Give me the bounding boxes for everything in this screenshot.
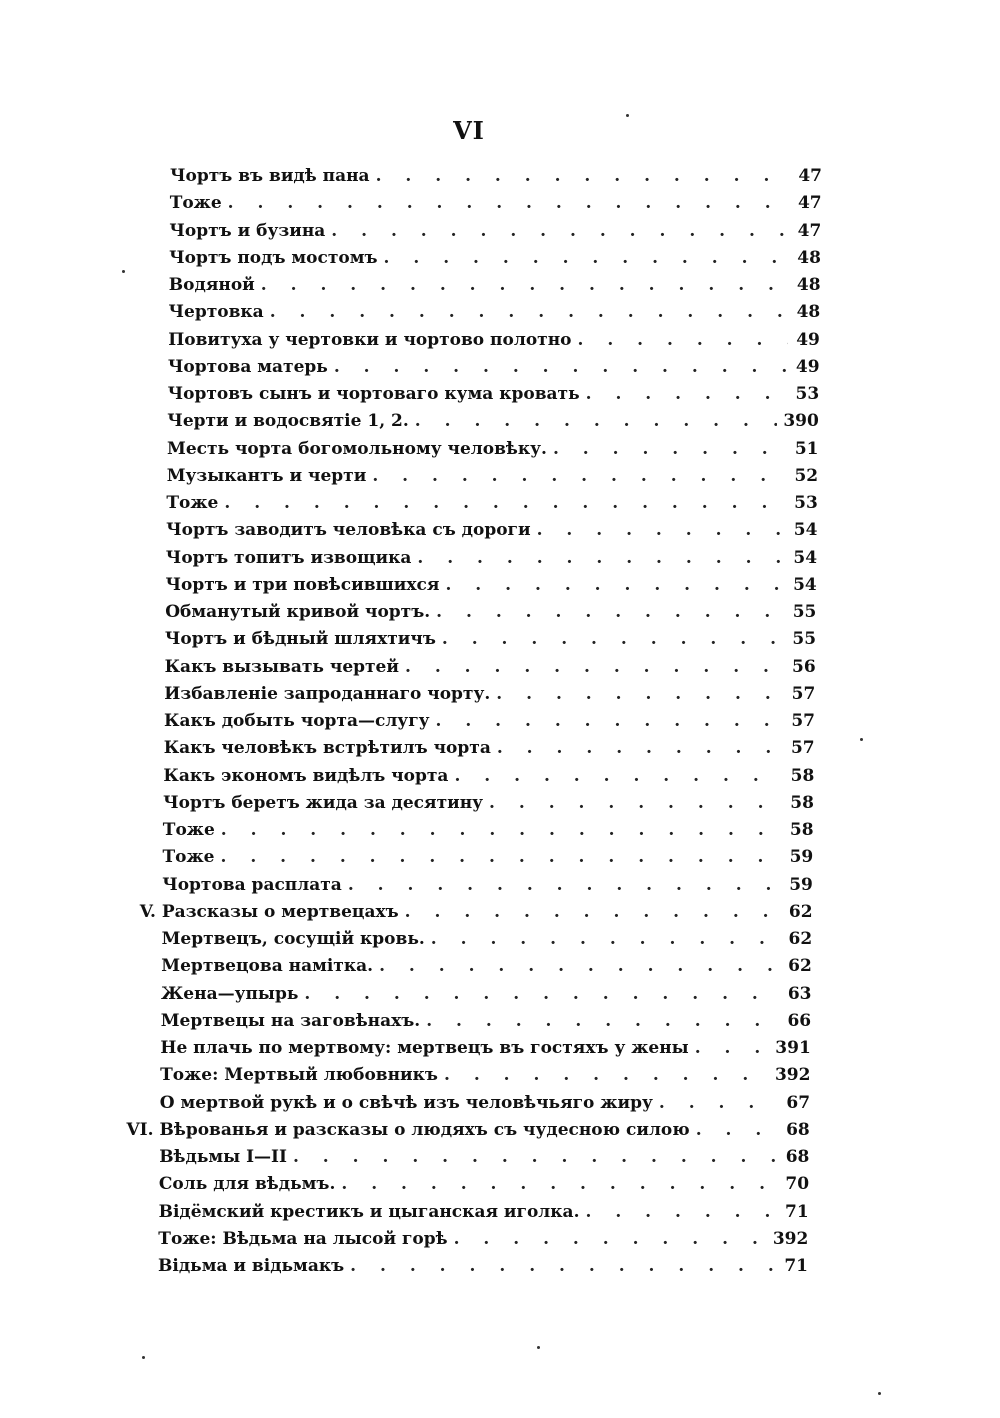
entry-page-number: 49: [796, 329, 820, 350]
toc-entry: [164, 684, 815, 711]
entry-page-number: 71: [785, 1201, 809, 1222]
entry-page-number: 48: [796, 302, 821, 323]
toc-entry: [168, 357, 820, 384]
entry-page-number: 56: [792, 656, 816, 677]
entry-title: Чортова расплата: [162, 874, 342, 895]
dot-leader: [379, 956, 780, 976]
entry-page-number: 62: [788, 929, 813, 949]
print-speck: [537, 1346, 540, 1349]
entry-title: Вѣдьмы I—II: [159, 1147, 287, 1167]
entry-title: Чортъ въ видѣ пана: [170, 166, 370, 186]
dot-leader: [331, 221, 789, 241]
dot-leader: [445, 575, 784, 595]
entry-page-number: 47: [797, 193, 822, 214]
entry-title: Тоже: Мертвый любовникъ: [160, 1065, 438, 1086]
entry-title: Чортъ заводитъ человѣка съ дороги: [166, 520, 531, 541]
entry-title: Избавленіе запроданнаго чорту.: [164, 683, 491, 704]
print-speck: [122, 270, 125, 273]
print-speck: [860, 738, 863, 741]
toc-entry: [167, 466, 818, 493]
toc-entry: [160, 1038, 810, 1065]
toc-entry: [166, 548, 817, 575]
toc-entry: [162, 875, 813, 902]
toc-entry: [168, 384, 820, 411]
toc-entry: [168, 330, 820, 357]
dot-leader: [341, 1174, 777, 1194]
toc-entry: [159, 1147, 809, 1174]
entry-page-number: 53: [795, 384, 820, 404]
entry-title: Чортъ и бѣдный шляхтичъ: [164, 629, 436, 650]
entry-page-number: 71: [784, 1256, 808, 1276]
entry-page-number: 58: [789, 820, 814, 840]
entry-page-number: 391: [775, 1038, 811, 1058]
dot-leader: [270, 302, 789, 322]
entry-title: Мертвецы на заговѣнахъ.: [160, 1010, 421, 1031]
toc-entry: [165, 629, 816, 656]
toc-entry: [163, 793, 814, 820]
toc-entry: [163, 766, 814, 793]
toc-entry: [164, 711, 815, 738]
print-speck: [878, 1392, 881, 1395]
dot-leader: [553, 439, 787, 459]
entry-title: Тоже: [162, 847, 215, 868]
toc-entry: [158, 1229, 808, 1256]
toc-entry: [161, 1011, 811, 1038]
entry-page-number: 66: [787, 1010, 812, 1031]
toc-entry: [159, 1174, 809, 1201]
dot-leader: [586, 1202, 777, 1222]
entry-page-number: 392: [772, 1228, 809, 1249]
dot-leader: [304, 984, 779, 1004]
dot-leader: [496, 684, 783, 704]
entry-page-number: 57: [791, 711, 815, 731]
toc-entry: [169, 248, 821, 275]
entry-title: Вѣрованья и разсказы о людяхъ съ чудесною силою: [159, 1119, 690, 1140]
dot-leader: [489, 793, 782, 813]
entry-title: Музыкантъ и черти: [166, 465, 367, 486]
entry-page-number: 49: [795, 356, 820, 377]
entry-page-number: 55: [792, 629, 817, 650]
entry-page-number: 52: [794, 465, 819, 486]
entry-title: Чортъ и три повѣсившихся: [165, 574, 440, 595]
entry-page-number: 54: [793, 547, 818, 568]
toc-entry: [160, 1065, 810, 1092]
dot-leader: [436, 711, 784, 731]
toc-entry: [170, 193, 822, 220]
entry-title: Мертвецъ, сосущій кровь.: [161, 929, 425, 949]
toc-entry: [166, 520, 817, 547]
entry-title: Обманутый кривой чортъ.: [165, 602, 431, 622]
dot-leader: [436, 602, 784, 622]
toc-entry: [165, 657, 816, 684]
dot-leader: [442, 629, 784, 649]
entry-page-number: 68: [786, 1119, 810, 1140]
toc-entry: [164, 738, 815, 765]
entry-title: Відьма и відьмакъ: [158, 1256, 345, 1276]
entry-title: Жена—упырь: [161, 983, 299, 1004]
toc-entry: [159, 1202, 809, 1229]
entry-page-number: 63: [787, 983, 812, 1004]
dot-leader: [431, 929, 780, 949]
toc-entry: [169, 275, 821, 302]
entry-title: Какъ добыть чорта—слугу: [164, 711, 430, 731]
entry-title: Водяной: [168, 275, 255, 295]
entry-page-number: 62: [788, 901, 813, 922]
entry-page-number: 53: [794, 493, 818, 513]
entry-title: Черти и водосвятіе 1, 2.: [167, 411, 409, 432]
entry-title: Чортъ и бузина: [169, 220, 326, 241]
dot-leader: [293, 1147, 777, 1167]
entry-title: Какъ вызывать чертей: [164, 656, 399, 677]
toc-entry: [163, 847, 814, 874]
toc-entry: [165, 602, 816, 629]
entry-page-number: 58: [790, 765, 815, 786]
dot-leader: [372, 466, 786, 486]
toc-entry: [161, 984, 812, 1011]
toc-entry: [163, 820, 814, 847]
dot-leader: [348, 875, 781, 895]
print-speck: [626, 114, 629, 117]
dot-leader: [415, 411, 778, 431]
print-speck: [142, 1356, 145, 1359]
dot-leader: [376, 166, 790, 186]
entry-page-number: 57: [790, 738, 815, 759]
dot-leader: [586, 384, 788, 404]
entry-title: Тоже: [169, 193, 222, 214]
entry-title: Чортовъ сынъ и чортоваго кума кровать: [167, 384, 580, 404]
toc-entry: [158, 1256, 808, 1283]
entry-page-number: 47: [797, 220, 822, 241]
dot-leader: [444, 1065, 769, 1085]
toc-entry: [167, 439, 819, 466]
toc-entry: [162, 929, 813, 956]
dot-leader: [695, 1038, 770, 1058]
toc-entry: [126, 1119, 810, 1147]
entry-title: Какъ человѣкъ встрѣтилъ чорта: [163, 738, 491, 759]
entry-title: Чортова матерь: [167, 356, 328, 377]
dot-leader: [384, 248, 789, 268]
dot-leader: [405, 657, 784, 677]
dot-leader: [334, 357, 788, 377]
dot-leader: [405, 902, 781, 922]
dot-leader: [224, 493, 785, 513]
entry-title: Тоже: [162, 820, 215, 840]
toc-entry: [166, 493, 817, 520]
dot-leader: [577, 330, 787, 350]
entry-page-number: 57: [791, 683, 816, 704]
dot-leader: [220, 847, 781, 867]
toc-entry: [160, 1093, 810, 1120]
entry-title: Месть чорта богомольному человѣку.: [167, 438, 547, 459]
dot-leader: [454, 766, 782, 786]
toc-entry: [169, 302, 821, 329]
entry-page-number: 55: [792, 602, 817, 622]
entry-title: О мертвой рукѣ и о свѣчѣ изъ человѣчьяго жиру: [159, 1092, 653, 1113]
section-numeral: V.: [139, 901, 156, 922]
entry-page-number: 54: [793, 574, 817, 595]
entry-page-number: 51: [794, 438, 819, 459]
entry-page-number: 62: [788, 956, 812, 977]
entry-page-number: 67: [786, 1092, 811, 1113]
entry-page-number: 59: [789, 874, 813, 895]
dot-leader: [454, 1229, 767, 1249]
entry-title: Повитуха у чертовки и чортово полотно: [168, 329, 572, 350]
entry-page-number: 68: [785, 1147, 810, 1167]
toc-entry: [139, 901, 813, 929]
entry-page-number: 48: [797, 247, 821, 268]
entry-title: Разсказы о мертвецахъ: [161, 901, 399, 922]
entry-page-number: 58: [790, 792, 814, 813]
dot-leader: [261, 275, 789, 295]
entry-title: Тоже: Вѣдьма на лысой горѣ: [158, 1228, 448, 1249]
entry-title: Чортъ топитъ извощика: [165, 547, 412, 568]
dot-leader: [221, 820, 782, 840]
entry-page-number: 48: [796, 275, 821, 295]
toc-entry: [161, 956, 812, 983]
entry-title: Відёмский крестикъ и цыганская иголка.: [158, 1201, 580, 1222]
entry-title: Чортъ подъ мостомъ: [169, 247, 378, 268]
entry-title: Чертовка: [168, 302, 264, 323]
dot-leader: [537, 520, 786, 540]
section-numeral: VI.: [126, 1119, 154, 1140]
toc-entry: [170, 166, 822, 193]
dot-leader: [228, 193, 790, 213]
toc-entry: [166, 575, 817, 602]
entry-title: Соль для вѣдьмъ.: [158, 1174, 336, 1195]
entry-page-number: 390: [783, 411, 819, 432]
entry-title: Мертвецова намітка.: [161, 956, 374, 977]
entry-page-number: 70: [785, 1174, 810, 1195]
entry-title: Не плачь по мертвому: мертвецъ въ гостяхъ у жены: [160, 1038, 689, 1058]
entry-title: Тоже: [166, 493, 219, 513]
toc-entry: [169, 221, 821, 248]
entry-page-number: 59: [789, 847, 814, 868]
toc-entry: [167, 411, 819, 438]
entry-page-number: 54: [793, 520, 818, 541]
dot-leader: [417, 548, 785, 568]
dot-leader: [659, 1093, 778, 1113]
entry-title: Какъ экономъ видѣлъ чорта: [163, 765, 449, 786]
dot-leader: [426, 1011, 779, 1031]
dot-leader: [497, 738, 783, 758]
entry-page-number: 47: [798, 166, 822, 186]
dot-leader: [350, 1256, 776, 1276]
entry-title: Чортъ беретъ жида за десятину: [163, 792, 484, 813]
dot-leader: [696, 1120, 778, 1140]
page-number: VI: [453, 116, 485, 145]
entry-page-number: 392: [774, 1065, 811, 1086]
